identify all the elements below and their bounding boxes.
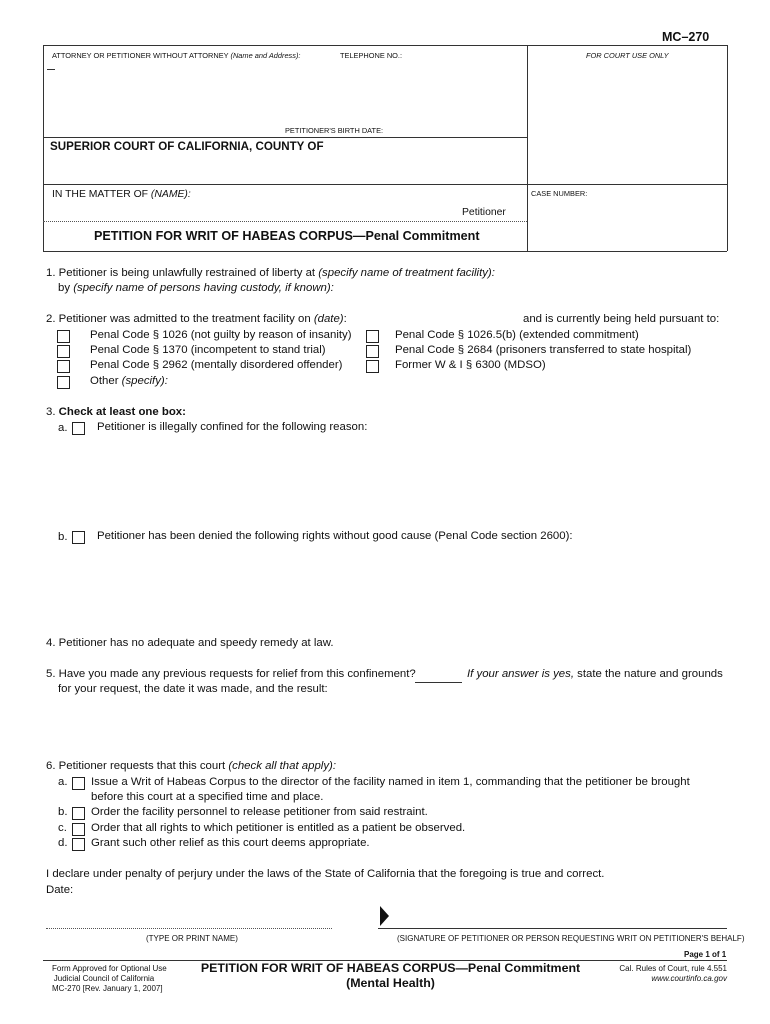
checkbox-pc-1026-5b[interactable]	[366, 330, 379, 343]
declaration-text: I declare under penalty of perjury under the laws of the State of California that the foregoing is true and correct.	[46, 868, 605, 880]
signature-label: (SIGNATURE OF PETITIONER OR PERSON REQUESTING WRIT ON PETITIONER'S BEHALF)	[397, 934, 745, 943]
item-6a-text-cont: before this court at a specified time and place.	[91, 791, 324, 803]
petitioner-label: Petitioner	[462, 207, 506, 218]
option-pc-1026-5b: Penal Code § 1026.5(b) (extended commitment)	[395, 329, 639, 341]
telephone-label: TELEPHONE NO.:	[340, 51, 403, 60]
case-number-label: CASE NUMBER:	[531, 189, 588, 198]
checkbox-pc-2684[interactable]	[366, 345, 379, 358]
checkbox-3b[interactable]	[72, 531, 85, 544]
attorney-marker	[47, 69, 55, 70]
page-number: Page 1 of 1	[684, 950, 727, 959]
form-number: MC–270	[662, 30, 710, 44]
item-6-intro: 6. Petitioner requests that this court (check all that apply):	[46, 760, 336, 772]
checkbox-wi-6300[interactable]	[366, 360, 379, 373]
item-6a-text: Issue a Writ of Habeas Corpus to the director of the facility named in item 1, commanding that the petitioner be brought	[91, 776, 690, 788]
checkbox-other[interactable]	[57, 376, 70, 389]
court-name: SUPERIOR COURT OF CALIFORNIA, COUNTY OF	[50, 140, 324, 153]
matter-label: IN THE MATTER OF (NAME):	[52, 189, 191, 200]
footer-right: Cal. Rules of Court, rule 4.551 www.courtinfo.ca.gov	[619, 964, 727, 983]
item-3a-letter: a.	[58, 422, 68, 434]
option-pc-2684: Penal Code § 2684 (prisoners transferred to state hospital)	[395, 344, 692, 356]
checkbox-pc-2962[interactable]	[57, 360, 70, 373]
checkbox-6d[interactable]	[72, 838, 85, 851]
item-1-line-2: by (specify name of persons having custody, if known):	[58, 282, 334, 294]
item-6d-letter: d.	[58, 837, 68, 849]
item-6c-text: Order that all rights to which petitioner is entitled as a patient be observed.	[91, 822, 466, 834]
item-5-answer-line[interactable]	[415, 682, 462, 683]
item-4-text: 4. Petitioner has no adequate and speedy remedy at law.	[46, 637, 334, 649]
signature-line[interactable]	[378, 928, 727, 929]
item-2-intro: 2. Petitioner was admitted to the treatment facility on (date):	[46, 313, 347, 325]
item-1-line-1: 1. Petitioner is being unlawfully restrained of liberty at (specify name of treatment facility):	[46, 267, 495, 279]
checkbox-pc-1370[interactable]	[57, 345, 70, 358]
checkbox-3a[interactable]	[72, 422, 85, 435]
option-pc-1026: Penal Code § 1026 (not guilty by reason of insanity)	[90, 329, 352, 341]
option-pc-2962: Penal Code § 2962 (mentally disordered offender)	[90, 359, 343, 371]
option-other: Other (specify):	[90, 375, 168, 387]
checkbox-pc-1026[interactable]	[57, 330, 70, 343]
print-name-line[interactable]	[46, 928, 332, 929]
attorney-label: ATTORNEY OR PETITIONER WITHOUT ATTORNEY (Name and Address):	[52, 51, 301, 60]
item-3-heading: 3. Check at least one box:	[46, 406, 186, 418]
form-title: PETITION FOR WRIT OF HABEAS CORPUS—Penal Commitment	[94, 229, 480, 243]
item-6b-text: Order the facility personnel to release petitioner from said restraint.	[91, 806, 428, 818]
item-6c-letter: c.	[58, 822, 67, 834]
footer-title: PETITION FOR WRIT OF HABEAS CORPUS—Penal Commitment (Mental Health)	[200, 961, 581, 990]
checkbox-6c[interactable]	[72, 823, 85, 836]
item-3a-text: Petitioner is illegally confined for the following reason:	[97, 421, 368, 433]
item-3b-text: Petitioner has been denied the following rights without good cause (Penal Code section 2600):	[97, 530, 573, 542]
option-pc-1370: Penal Code § 1370 (incompetent to stand trial)	[90, 344, 326, 356]
court-use-label: FOR COURT USE ONLY	[586, 51, 669, 60]
checkbox-6b[interactable]	[72, 807, 85, 820]
item-2-held-text: and is currently being held pursuant to:	[523, 313, 720, 325]
item-5-line-1-right: If your answer is yes, state the nature and grounds	[467, 668, 723, 680]
signature-arrow-icon	[380, 906, 389, 926]
birth-date-label: PETITIONER'S BIRTH DATE:	[285, 126, 384, 135]
checkbox-6a[interactable]	[72, 777, 85, 790]
item-6d-text: Grant such other relief as this court deems appropriate.	[91, 837, 370, 849]
item-6b-letter: b.	[58, 806, 68, 818]
item-5-line-2: for your request, the date it was made, and the result:	[58, 683, 328, 695]
item-5-line-1: 5. Have you made any previous requests for relief from this confinement?	[46, 668, 416, 680]
print-name-label: (TYPE OR PRINT NAME)	[146, 934, 238, 943]
footer-left: Form Approved for Optional Use Judicial Council of California MC-270 [Rev. January 1, 2007]	[52, 964, 167, 993]
option-wi-6300: Former W & I § 6300 (MDSO)	[395, 359, 546, 371]
item-3b-letter: b.	[58, 531, 68, 543]
item-6a-letter: a.	[58, 776, 68, 788]
date-label: Date:	[46, 884, 74, 896]
